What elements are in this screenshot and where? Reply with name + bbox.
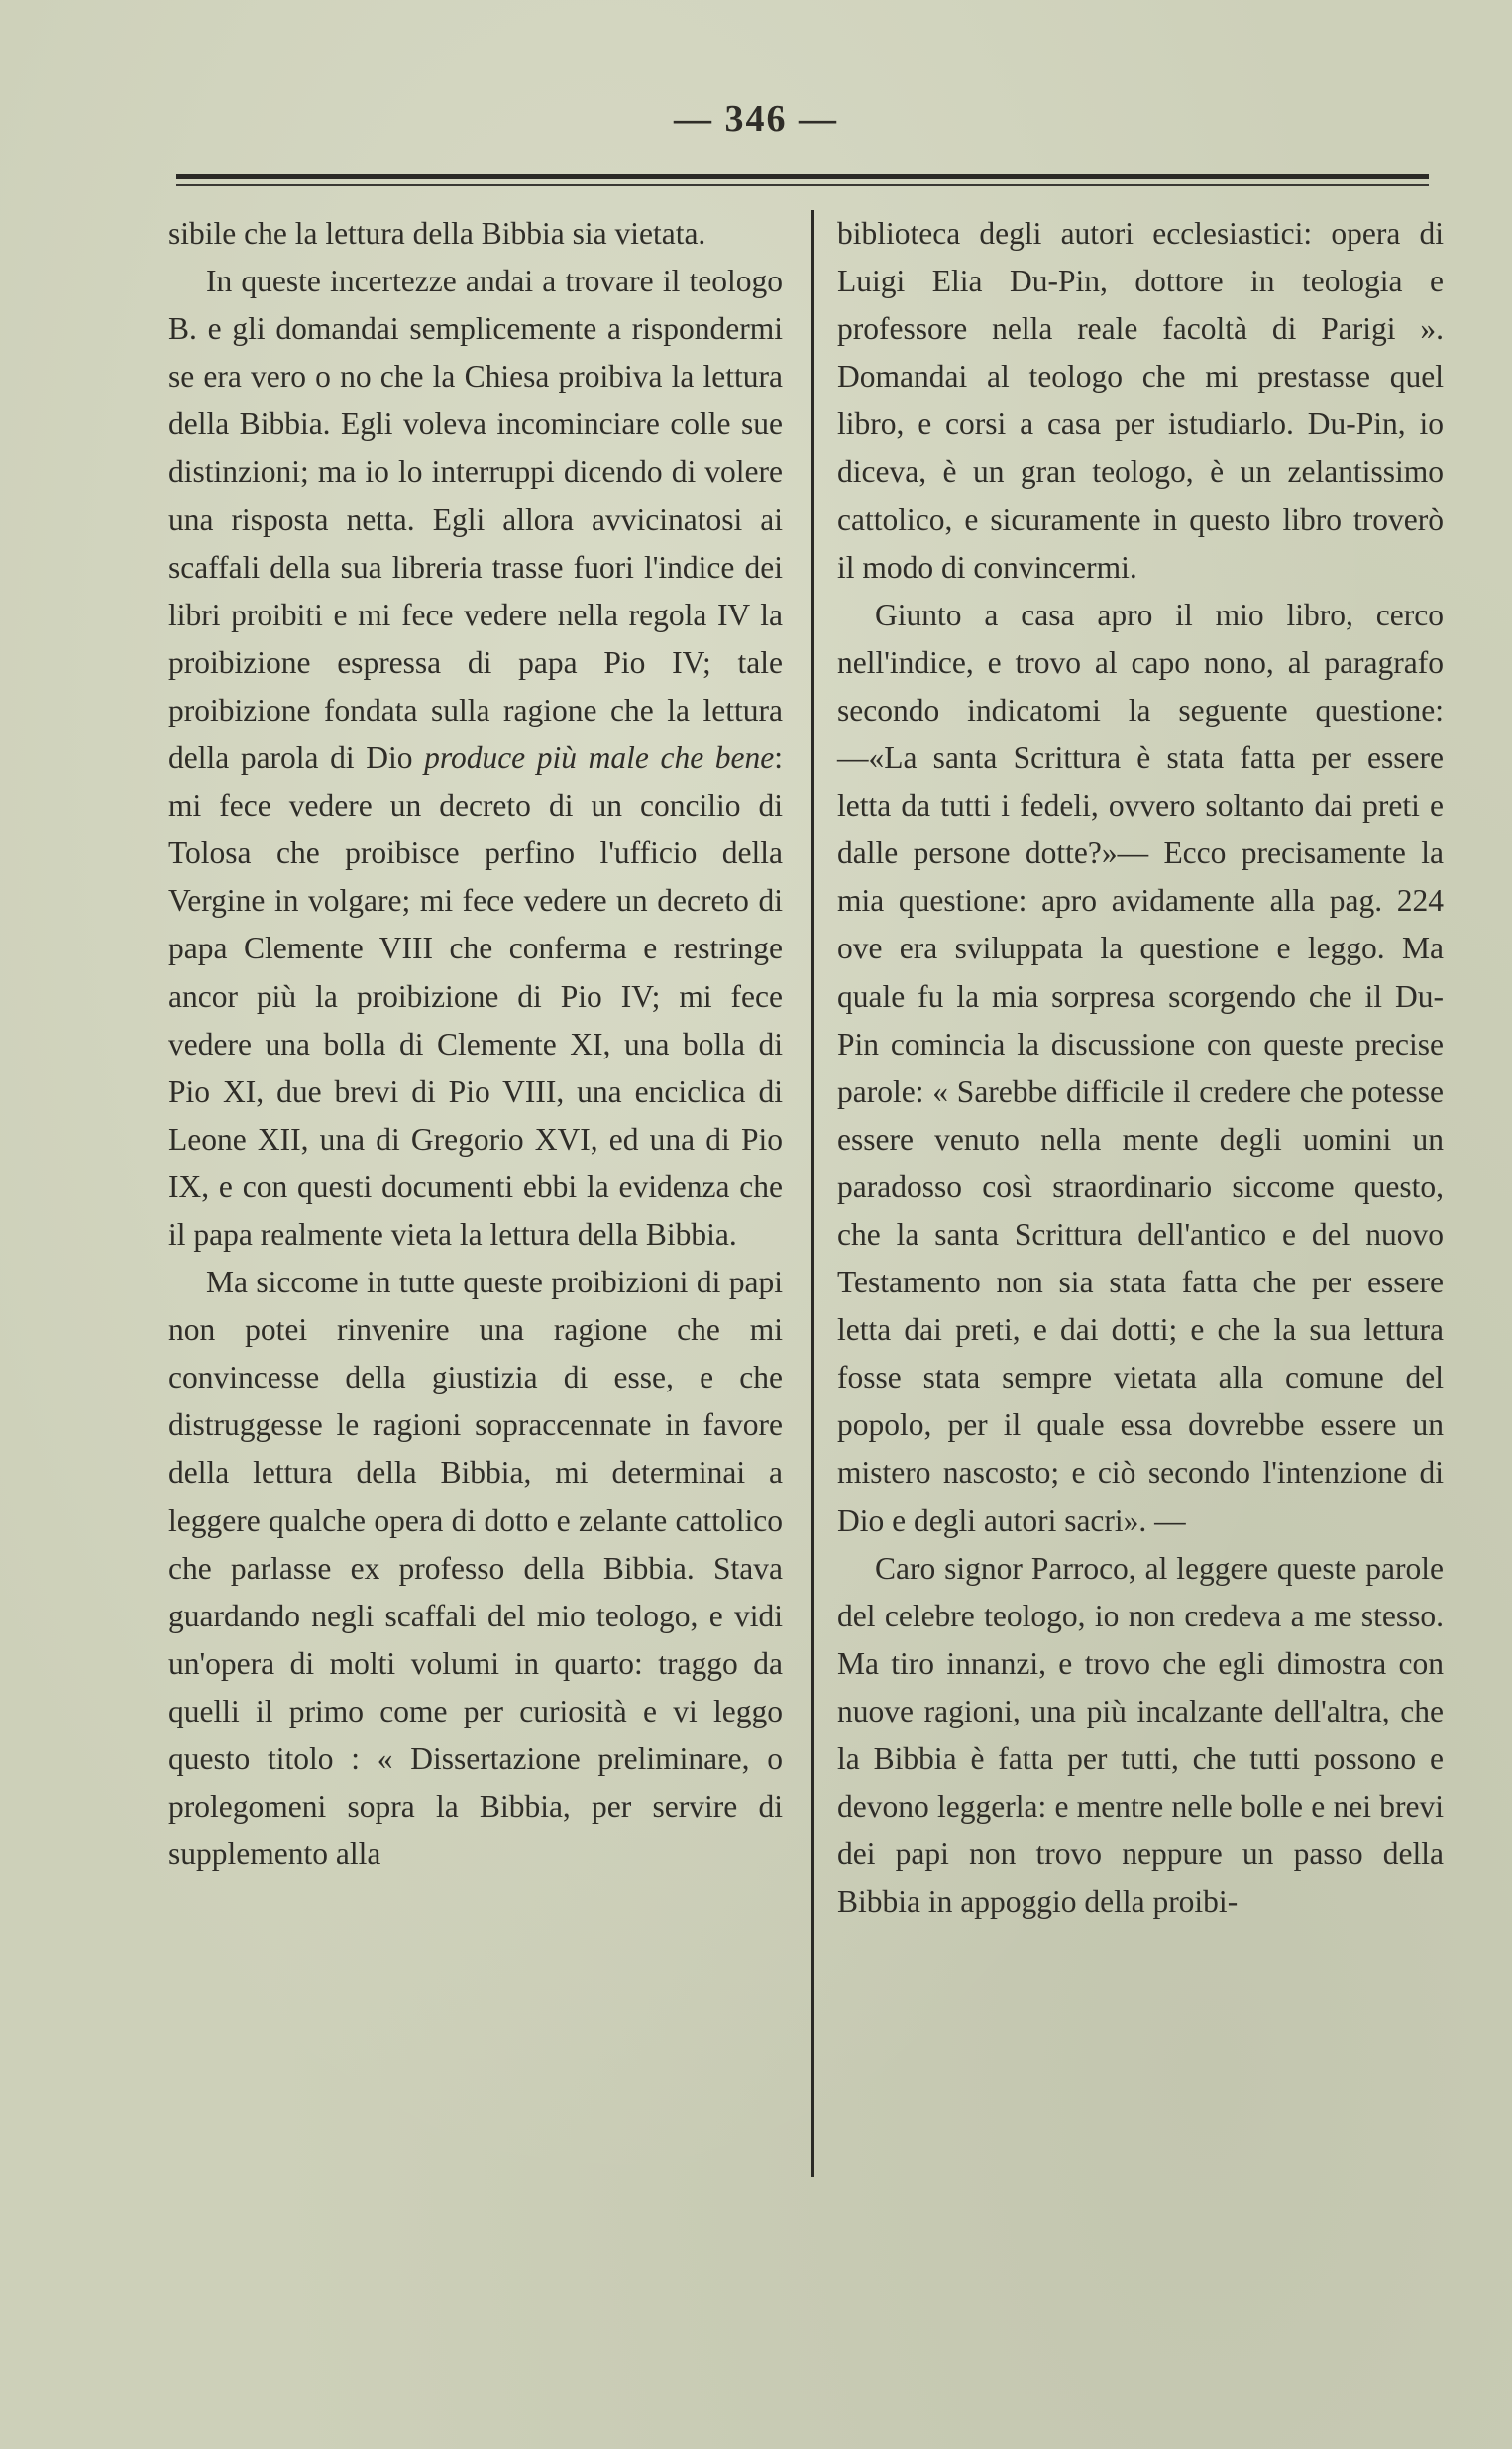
- page-number: — 346 —: [674, 98, 838, 140]
- left-paragraph-2: [168, 258, 783, 1259]
- left-paragraph-2-italic: produce più male che bene: [424, 740, 775, 776]
- right-column: [837, 210, 1444, 1926]
- right-paragraph-3: Caro signor Parroco, al leggere queste parole del celebre teologo, io non credeva a me stesso. Ma tiro innanzi, e trovo che egli dimostra con nuove ragioni, una più incalzante dell'altra, che la Bibbia è fatta per tutti, che tutti possono e devono leggerla: e mentre nelle bolle e nei brevi dei papi non trovo neppure un passo della Bibbia in appoggio della proibi-: [837, 1550, 1444, 1920]
- left-paragraph-1: sibile che la lettura della Bibbia sia vietata.: [168, 216, 706, 251]
- left-paragraph-2-text: In queste incertezze andai a trovare il teologo B. e gli domandai semplicemente a rispondermi se era vero o no che la Chiesa proibiva la lettura della Bibbia. Egli voleva incominciare colle sue distinzioni; ma io lo interruppi dicendo di volere una risposta netta. Egli allora avvicinatosi ai scaffali della sua libreria trasse fuori l'indice dei libri proibiti e mi fece vedere nella regola IV la proibizione espressa di papa Pio IV; tale proibizione fondata sulla ragione che la lettura della parola di Dio: [168, 264, 783, 776]
- right-paragraph-2: Giunto a casa apro il mio libro, cerco nell'indice, e trovo al capo nono, al paragrafo secondo indicatomi la seguente questione: —«La santa Scrittura è stata fatta per essere letta da tutti i fedeli, ovvero soltanto dai preti e dalle persone dotte?»— Ecco precisamente la mia questione: apro avidamente alla pag. 224 ove era sviluppata la questione e leggo. Ma quale fu la mia sorpresa scorgendo che il Du-Pin comincia la discussione con queste precise parole: « Sarebbe difficile il credere che potesse essere venuto nella mente degli uomini un paradosso così straordinario siccome questo, che la santa Scrittura dell'antico e del nuovo Testamento non sia stata fatta che per essere letta dai preti, e dai dotti; e che la sua lettura fosse stata sempre vietata alla comune del popolo, per il quale essa dovrebbe essere un mistero nascosto; e ciò secondo l'intenzione di Dio e degli autori sacri». —: [837, 597, 1444, 1538]
- right-paragraph-1: biblioteca degli autori ecclesiastici: opera di Luigi Elia Du-Pin, dottore in teologia e professore nella reale facoltà di Parigi ». Domandai al teologo che mi prestasse quel libro, e corsi a casa per istudiarlo. Du-Pin, io diceva, è un gran teologo, è un zelantissimo cattolico, e sicuramente in questo libro troverò il modo di convincermi.: [837, 216, 1444, 585]
- header-rule-thick: [176, 174, 1429, 179]
- left-column: [168, 210, 783, 1878]
- left-paragraph-2-rest: : mi fece vedere un decreto di un concilio di Tolosa che proibisce perfino l'ufficio della Vergine in volgare; mi fece vedere un decreto di papa Clemente VIII che conferma e restringe ancor più la proibizione di Pio IV; mi fece vedere una bolla di Clemente XI, una bolla di Pio XI, due brevi di Pio VIII, una enciclica di Leone XII, una di Gregorio XVI, ed una di Pio IX, e con questi documenti ebbi la evidenza che il papa realmente vieta la lettura della Bibbia.: [168, 740, 784, 1252]
- header-rule-thin: [176, 184, 1429, 186]
- column-divider: [811, 210, 814, 2177]
- left-paragraph-3: Ma siccome in tutte queste proibizioni di papi non potei rinvenire una ragione che mi convincesse della giustizia di esse, e che distruggesse le ragioni sopraccennate in favore della lettura della Bibbia, mi determinai a leggere qualche opera di dotto e zelante cattolico che parlasse ex professo della Bibbia. Stava guardando negli scaffali del mio teologo, e vidi un'opera di molti volumi in quarto: traggo da quelli il primo come per curiosità e vi leggo questo titolo : « Dissertazione preliminare, o prolegomeni sopra la Bibbia, per servire di supplemento alla: [168, 1265, 783, 1872]
